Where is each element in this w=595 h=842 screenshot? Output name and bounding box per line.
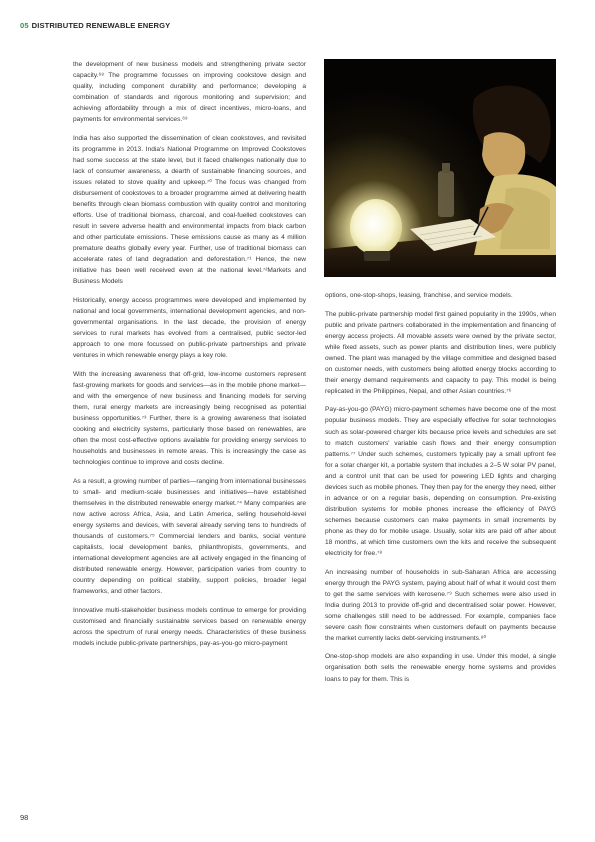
paragraph: One-stop-shop models are also expanding in use. Under this model, a single organisation both sells the renewable energy home systems and provides loans to pay for them. This is — [325, 653, 556, 683]
paragraph: Innovative multi-stakeholder business models continue to emerge for providing customised and financially sustainable services based on renewable energy across the spectrum of rural energy needs. Characteristics of these business models include public-private partnerships, pay-as-you-go micro-payment — [73, 606, 306, 647]
chapter-title: DISTRIBUTED RENEWABLE ENERGY — [31, 21, 171, 30]
paragraph: As a result, a growing number of parties—ranging from international businesses to small- and medium-scale businesses and initiatives—have established themselves in the distributed renewable energy market.⁷⁴ Many companies are now active across Africa, Asia, and Latin America, selling household-level energy systems and devices, with several already serving tens to hundreds of thousands of customers.⁷⁵ Commercial lenders and banks, social venture capitalists, local development banks, philanthropists, governments, and international development agencies are all actively engaged in the financing of distributed renewable energy. However, participation varies from country to country depending on political stability, support policies, broader legal frameworks, and other factors. — [73, 477, 306, 596]
left-text-column — [73, 59, 306, 656]
paragraph: An increasing number of households in sub-Saharan Africa are accessing energy through the PAYG system, paying about half of what it would cost them to get the same services with kerosene.⁷⁹ Such schemes were also used in India during 2013 to provide off-grid and decentralised solar power. However, some challenges still need to be addressed. For example, companies face severe cash flow constraints when customers default on payments because the market currently lacks debt-servicing instruments.⁸⁰ — [325, 568, 556, 642]
section-header — [20, 21, 170, 30]
right-text-column — [325, 290, 556, 692]
paragraph: options, one-stop-shops, leasing, franchise, and service models. — [325, 292, 513, 299]
paragraph: Historically, energy access programmes were developed and implemented by national and local governments, international development agencies, and non-governmental organisations. In the last decade, the provision of energy services to rural markets has evolved from a centralised, public sector-led approach to one more focussed on public-private partnerships and private ventures in which renewable energy plays a key role. — [73, 296, 306, 360]
paragraph: The public-private partnership model first gained popularity in the 1990s, when public and private partners collaborated in the implementation and financing of energy access projects. All movable assets were owned by the private sector, while fixed assets, such as power plants and distribution lines, were publicly owned. The plant was managed by the village committee and designed based on customer needs, with customers being allotted energy blocks according to their energy demand requirements and capacity to pay. This model is being replicated in the Philippines, Nepal, and other Asian countries.⁷⁶ — [325, 310, 556, 395]
paragraph: With the increasing awareness that off-grid, low-income customers represent fast-growing markets for goods and services—as in the mobile phone market—and with the emergence of new business and financing models for serving them, rural energy markets are increasingly being recognised as potential business opportunities.⁷³ Further, there is a growing awareness that isolated cooking and electricity systems, particularly those based on renewables, are often the most cost-effective options available for providing energy services to households and businesses in remote areas. This is increasingly the case as technologies continue to improve and costs decline. — [73, 370, 306, 467]
chapter-number: 05 — [20, 21, 29, 30]
photo-illustration — [324, 59, 556, 277]
paragraph: India has also supported the dissemination of clean cookstoves, and revisited its programme in 2013. India's National Programme on Improved Cookstoves had some success at the state level, but it faced challenges nationally due to lack of consumer awareness, a dearth of sustainable financing sources, and issues related to stove quality and upkeep.⁷⁰ The focus was changed from disbursement of cookstoves to a broader programme aimed at delivering health benefits through clean biomass combustion with quality control and monitoring efforts. Use of traditional biomass, charcoal, and coal-fuelled cookstoves can result in severe adverse health and environmental impacts from black carbon and other particulate emissions. These emissions cause as many as 4 million premature deaths globally every year. Further, use of traditional biomass can accelerate rates of land degradation and deforestation.⁷¹ Hence, the new initiative has been well received even at the national level.⁷²Markets and Business Models — [73, 134, 306, 286]
paragraph: the development of new business models and strengthening private sector capacity.⁶⁸ The programme focusses on improving cookstove design and quality, including component durability and performance; developing a combination of standards and rigorous monitoring and supervision; and achieving affordability through a mix of direct incentives, micro-loans, and payments for environmental services.⁶⁹ — [73, 61, 306, 124]
paragraph: Pay-as-you-go (PAYG) micro-payment schemes have become one of the most popular business models. They are especially effective for solar technologies such as solar-powered charger kits because price levels and schedules are set to match customers' variable cash flows and their energy consumption patterns.⁷⁷ Under such schemes, customers typically pay a small upfront fee for a solar charger kit, a portable system that includes a 2–5 W solar PV panel, and a control unit that can be used for powering LED lights and charging devices such as mobile phones. They then pay for the energy they need, either in advance or on a regular basis, depending on consumption. Pre-existing distribution systems for mobile phones increase the efficiency of PAYG schemes because customers can make payments in small increments by phone as they do for mobile usage. Usually, solar kits are paid off after about 18 months, at which time customers own the kits and receive the subsequent electricity for free.⁷⁸ — [325, 406, 556, 558]
photo-child-studying-by-solar-lamp — [324, 59, 556, 277]
page-number: 98 — [20, 813, 29, 822]
